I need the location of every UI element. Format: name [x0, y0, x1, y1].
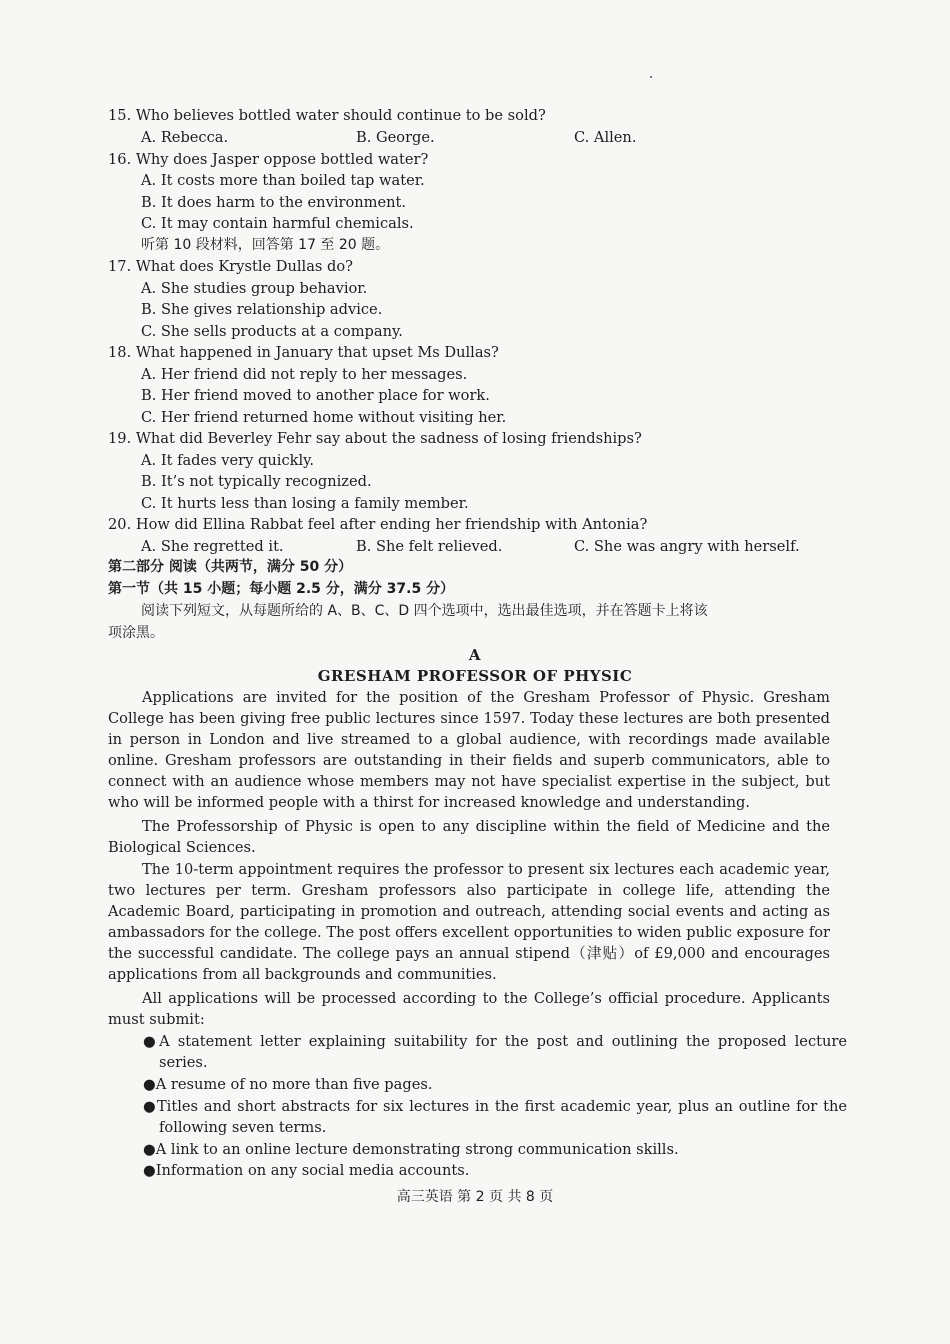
option-b: B. It’s not typically recognized.	[141, 473, 372, 490]
requirement-bullet: ●Information on any social media accounts.	[143, 1162, 470, 1179]
option-a: A. She studies group behavior.	[141, 280, 368, 297]
bullet-icon: ●	[143, 1076, 156, 1093]
option-a: A. Her friend did not reply to her messages.	[141, 366, 468, 383]
reading-instruction-cont: 项涂黑。	[108, 625, 164, 641]
question-18-stem: 18. What happened in January that upset Ms Dullas?	[108, 344, 499, 361]
question-15-stem: 15. Who believes bottled water should continue to be sold?	[108, 107, 546, 124]
reading-instruction: 阅读下列短文，从每题所给的 A、B、C、D 四个选项中，选出最佳选项，并在答题卡上将该	[141, 603, 708, 619]
bullet-icon: ●	[143, 1162, 156, 1179]
question-17-stem: 17. What does Krystle Dullas do?	[108, 258, 353, 275]
option-c: C. It may contain harmful chemicals.	[141, 215, 414, 232]
bullet-icon: ●	[143, 1098, 157, 1115]
option-c: C. It hurts less than losing a family member.	[141, 495, 469, 512]
page-footer: 高三英语 第 2 页 共 8 页	[396, 1189, 554, 1205]
option-b: B. She gives relationship advice.	[141, 301, 383, 318]
bullet-icon: ●	[143, 1141, 156, 1158]
passage-paragraph-4: All applications will be processed according to the College’s official procedure. Applicants must submit:	[108, 990, 830, 1028]
bullet-icon: ●	[143, 1033, 160, 1050]
option-b: B. It does harm to the environment.	[141, 194, 407, 211]
option-b: B. Her friend moved to another place for work.	[141, 387, 490, 404]
passage-paragraph-2: The Professorship of Physic is open to any discipline within the field of Medicine and the Biological Sciences.	[108, 818, 830, 856]
option-c: C. She sells products at a company.	[141, 323, 403, 340]
requirement-bullet: ●A statement letter explaining suitability for the post and outlining the proposed lecture series.	[143, 1033, 847, 1071]
question-16-stem: 16. Why does Jasper oppose bottled water?	[108, 151, 429, 168]
question-20-stem: 20. How did Ellina Rabbat feel after ending her friendship with Antonia?	[108, 516, 648, 533]
option-a: A. Rebecca.	[141, 129, 229, 146]
option-a: A. She regretted it.	[141, 538, 284, 555]
option-b: B. She felt relieved.	[356, 538, 503, 555]
requirement-bullet: ●A resume of no more than five pages.	[143, 1076, 433, 1093]
listening-instruction: 听第 10 段材料，回答第 17 至 20 题。	[141, 237, 390, 253]
option-c: C. She was angry with herself.	[574, 538, 800, 555]
section1-heading: 第一节（共 15 小题；每小题 2.5 分，满分 37.5 分）	[108, 581, 455, 597]
requirement-bullet: ●A link to an online lecture demonstrating strong communication skills.	[143, 1141, 679, 1158]
passage-paragraph-3: The 10-term appointment requires the professor to present six lectures each academic year, two lectures per term. Gresham professors also participate in college life, attending the Academic Board, participating in promotion and outreach, attending social events and acting as ambassadors for the college. The post offers excellent opportunities to widen public exposure for the successful candidate. The college pays an annual stipend（津贴）of £9,000 and encourages applications from all backgrounds and communities.	[108, 861, 830, 983]
passage-letter: A	[468, 646, 482, 664]
option-a: A. It costs more than boiled tap water.	[141, 172, 425, 189]
option-c: C. Her friend returned home without visiting her.	[141, 409, 507, 426]
requirement-bullet: ●Titles and short abstracts for six lectures in the first academic year, plus an outline for the following seven terms.	[143, 1098, 847, 1136]
scan-speck	[650, 76, 652, 78]
question-19-stem: 19. What did Beverley Fehr say about the sadness of losing friendships?	[108, 430, 642, 447]
option-a: A. It fades very quickly.	[141, 452, 315, 469]
passage-title: GRESHAM PROFESSOR OF PHYSIC	[317, 667, 633, 685]
option-c: C. Allen.	[574, 129, 637, 146]
passage-paragraph-1: Applications are invited for the position of the Gresham Professor of Physic. Gresham College has been giving free public lectures since 1597. Today these lectures are both presented in person in London and live streamed to a global audience, with recordings made available online. Gresham professors are outstanding in their fields and superb communicators, able to connect with an audience whose members may not have specialist expertise in the subject, but who will be informed people with a thirst for increased knowledge and understanding.	[108, 689, 830, 811]
option-b: B. George.	[356, 129, 435, 146]
part2-heading: 第二部分 阅读（共两节，满分 50 分）	[108, 559, 353, 575]
